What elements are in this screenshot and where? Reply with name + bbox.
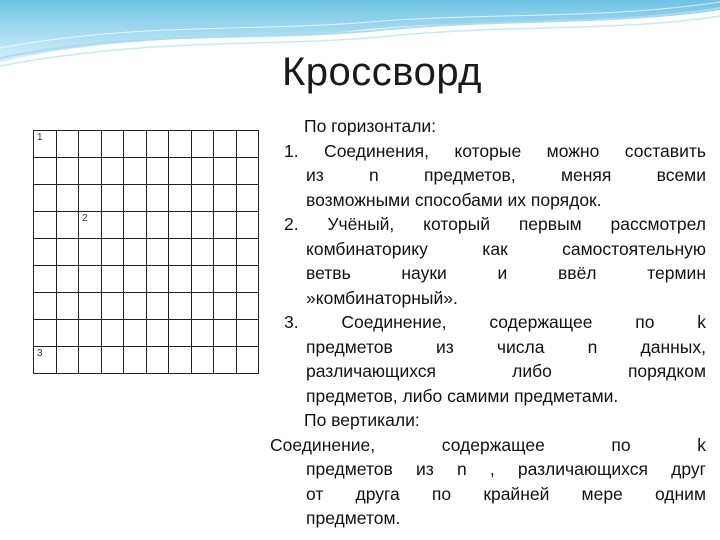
crossword-cell[interactable] [124, 185, 147, 212]
crossword-cell[interactable] [79, 131, 102, 158]
crossword-cell[interactable] [214, 239, 237, 266]
clue-line: 3. Соединение, содержащее по k [284, 312, 706, 332]
crossword-cell[interactable] [124, 131, 147, 158]
crossword-cell[interactable] [169, 158, 192, 185]
crossword-cell[interactable] [214, 266, 237, 293]
crossword-cell[interactable] [214, 293, 237, 320]
crossword-cell[interactable] [79, 320, 102, 347]
crossword-cell[interactable] [191, 239, 214, 266]
crossword-row [34, 293, 259, 320]
crossword-cell[interactable] [169, 293, 192, 320]
crossword-cell[interactable] [214, 347, 237, 374]
crossword-cell[interactable] [236, 239, 259, 266]
crossword-row [34, 185, 259, 212]
crossword-cell[interactable] [56, 158, 79, 185]
crossword-cell[interactable] [236, 293, 259, 320]
crossword-cell[interactable] [169, 185, 192, 212]
crossword-cell[interactable] [101, 131, 124, 158]
clue-line: 1. Соединения, которые можно составить [284, 140, 706, 161]
clue-line: предметов из n , различающихся друг [306, 459, 706, 479]
crossword-cell[interactable] [146, 212, 169, 239]
crossword-cell[interactable] [169, 239, 192, 266]
clue-line: Соединение, содержащее по k [270, 434, 706, 455]
crossword-cell[interactable] [169, 131, 192, 158]
crossword-row [34, 320, 259, 347]
crossword-cell[interactable] [191, 131, 214, 158]
crossword-cell[interactable] [191, 293, 214, 320]
crossword-cell[interactable] [34, 347, 57, 374]
clue-line: предметов из числа n данных, [306, 336, 706, 357]
crossword-cell[interactable] [124, 212, 147, 239]
crossword-row [34, 266, 259, 293]
crossword-cell[interactable] [146, 158, 169, 185]
crossword-cell[interactable] [79, 185, 102, 212]
crossword-cell[interactable] [101, 158, 124, 185]
crossword-cell[interactable] [191, 266, 214, 293]
crossword-cell[interactable] [146, 185, 169, 212]
clue-line: комбинаторику как самостоятельную [306, 238, 706, 259]
clue-line: различающихся либо порядком [306, 361, 706, 381]
crossword-cell[interactable] [214, 131, 237, 158]
crossword-cell[interactable] [124, 266, 147, 293]
cell-number: 3 [37, 348, 43, 359]
crossword-cell[interactable] [191, 185, 214, 212]
crossword-cell[interactable] [124, 347, 147, 374]
crossword-grid[interactable] [33, 130, 259, 374]
clue-line: ветвь науки и ввёл термин [306, 263, 706, 283]
crossword-cell[interactable] [191, 158, 214, 185]
crossword-cell[interactable] [79, 239, 102, 266]
crossword-cell[interactable] [214, 212, 237, 239]
crossword-cell[interactable] [146, 347, 169, 374]
crossword-cell[interactable] [79, 158, 102, 185]
crossword-cell[interactable] [236, 320, 259, 347]
crossword-cell[interactable] [146, 293, 169, 320]
crossword-row [34, 212, 259, 239]
crossword-cell[interactable] [56, 293, 79, 320]
crossword-row [34, 239, 259, 266]
crossword-cell[interactable] [79, 293, 102, 320]
crossword-cell[interactable] [56, 266, 79, 293]
crossword-cell[interactable] [236, 158, 259, 185]
crossword-cell[interactable] [169, 347, 192, 374]
crossword-cell[interactable] [191, 320, 214, 347]
crossword-cell[interactable] [56, 185, 79, 212]
crossword-cell[interactable] [101, 266, 124, 293]
crossword-cell[interactable] [101, 212, 124, 239]
clue-line: из n предметов, меняя всеми [306, 165, 706, 185]
crossword-cell[interactable] [56, 212, 79, 239]
crossword-cell[interactable] [236, 266, 259, 293]
crossword-cell[interactable] [101, 239, 124, 266]
crossword-cell[interactable] [191, 212, 214, 239]
crossword-cell[interactable] [101, 293, 124, 320]
crossword-cell[interactable] [214, 158, 237, 185]
crossword-cell[interactable] [124, 158, 147, 185]
crossword-cell[interactable] [34, 266, 57, 293]
crossword-cell[interactable] [191, 347, 214, 374]
crossword-cell[interactable] [79, 212, 102, 239]
crossword-cell[interactable] [79, 347, 102, 374]
page-title: Кроссворд [282, 50, 483, 94]
crossword-cell[interactable] [169, 320, 192, 347]
crossword-cell[interactable] [214, 320, 237, 347]
clue-line: возможными способами их порядок. [306, 189, 602, 210]
vertical-header: По вертикали: [304, 410, 420, 430]
crossword-cell[interactable] [34, 131, 57, 158]
crossword-cell[interactable] [146, 131, 169, 158]
crossword-cell[interactable] [56, 239, 79, 266]
clue-line: предметов, либо самими предметами. [306, 385, 619, 406]
crossword-cell[interactable] [101, 320, 124, 347]
crossword-row [34, 347, 259, 374]
crossword-cell[interactable] [34, 293, 57, 320]
crossword-cell[interactable] [236, 185, 259, 212]
crossword-cell[interactable] [236, 212, 259, 239]
crossword-row [34, 158, 259, 185]
crossword-cell[interactable] [56, 320, 79, 347]
crossword-cell[interactable] [34, 185, 57, 212]
clues-panel [270, 114, 706, 531]
crossword-cell[interactable] [169, 266, 192, 293]
crossword-cell[interactable] [34, 158, 57, 185]
cell-number: 1 [37, 132, 43, 143]
crossword-row [34, 131, 259, 158]
clue-line: »комбинаторный». [306, 287, 458, 308]
crossword-cell[interactable] [124, 293, 147, 320]
cell-number: 2 [82, 213, 88, 224]
crossword-cell[interactable] [146, 239, 169, 266]
crossword-cell[interactable] [124, 320, 147, 347]
clue-line: 2. Учёный, который первым рассмотрел [284, 214, 706, 234]
crossword-cell[interactable] [146, 266, 169, 293]
crossword-cell[interactable] [124, 239, 147, 266]
crossword-cell[interactable] [214, 185, 237, 212]
crossword-cell[interactable] [34, 320, 57, 347]
crossword-cell[interactable] [101, 347, 124, 374]
crossword-cell[interactable] [56, 347, 79, 374]
crossword-cell[interactable] [236, 131, 259, 158]
crossword-cell[interactable] [56, 131, 79, 158]
clue-line: от друга по крайней мере одним [306, 483, 706, 504]
crossword-cell[interactable] [146, 320, 169, 347]
crossword-cell[interactable] [169, 212, 192, 239]
crossword-cell[interactable] [34, 212, 57, 239]
crossword-cell[interactable] [101, 185, 124, 212]
crossword-cell[interactable] [79, 266, 102, 293]
crossword-cell[interactable] [34, 239, 57, 266]
crossword-cell[interactable] [236, 347, 259, 374]
clue-line: предметом. [306, 508, 401, 528]
horizontal-header: По горизонтали: [304, 116, 437, 136]
